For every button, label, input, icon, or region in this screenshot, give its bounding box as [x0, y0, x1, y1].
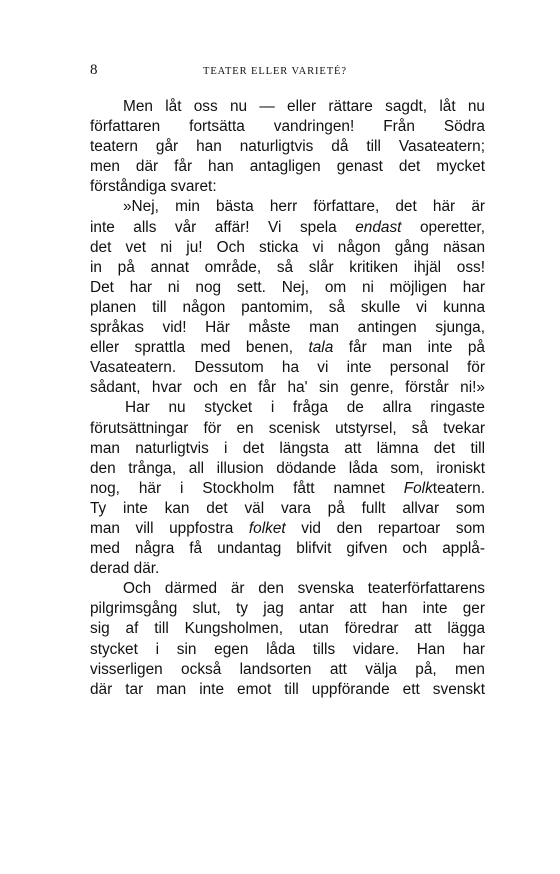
text-line: man naturligtvis i det längsta att lämna det till: [90, 439, 485, 457]
text-line: författaren fortsätta vandringen! Från Södra: [90, 118, 485, 136]
text-line: Men låt oss nu — eller rättare sagdt, låt nu: [123, 98, 485, 115]
text-line: förståndiga svaret:: [90, 178, 217, 196]
page-header: [90, 62, 485, 84]
text-line: med några få undantag blifvit gifven och applå-: [90, 540, 485, 558]
text-line: teatern går han naturligtvis då till Vasateatern;: [90, 138, 485, 156]
running-title: TEATER ELLER VARIETÉ?: [203, 66, 347, 77]
text-line: språkas vid! Här måste man antingen sjunga,: [90, 319, 485, 337]
text-line: eller sprattla med benen, tala får man inte på: [90, 339, 485, 357]
text-line: men där får han antagligen genast det mycket: [90, 158, 485, 176]
text-line: Ty inte kan det väl vara på fullt allvar som: [90, 499, 485, 517]
text-line: Det har ni nog sett. Nej, om ni möjligen har: [90, 278, 485, 296]
text-line: där tar man inte emot till uppförande ett svenskt: [90, 680, 485, 698]
text-line: in på annat område, så slår kritiken ihjäl oss!: [90, 258, 485, 276]
text-line: Har nu stycket i fråga de allra ringaste: [125, 399, 485, 417]
text-line: visserligen också landsorten att välja på, men: [90, 660, 485, 678]
text-line: derad där.: [90, 560, 160, 578]
page-number: 8: [90, 62, 98, 78]
text-line: pilgrimsgång slut, ty jag antar att han inte ger: [90, 600, 485, 618]
text-line: förutsättningar för en scenisk utstyrsel, så tvekar: [90, 419, 485, 437]
text-line: stycket i sin egen låda tills vidare. Han har: [90, 640, 485, 658]
text-line: sig af till Kungsholmen, utan föredrar att lägga: [90, 620, 485, 638]
text-line: nog, här i Stockholm fått namnet Folkteatern.: [90, 479, 485, 497]
text-line: Och därmed är den svenska teaterförfattarens: [123, 580, 485, 598]
text-line: inte alls vår affär! Vi spela endast operetter,: [90, 218, 485, 236]
text-line: det vet ni ju! Och sticka vi någon gång näsan: [90, 238, 485, 256]
text-line: planen till någon pantomim, så skulle vi kunna: [90, 298, 485, 316]
body-text: [90, 97, 485, 700]
text-line: Vasateatern. Dessutom ha vi inte personal för: [90, 359, 485, 377]
text-line: den trånga, all illusion dödande låda som, ironiskt: [90, 459, 485, 477]
text-line: man vill uppfostra folket vid den repartoar som: [90, 519, 485, 537]
text-line: sådant, hvar och en får ha' sin genre, förstår ni!»: [90, 379, 485, 397]
text-line: »Nej, min bästa herr författare, det här är: [123, 198, 485, 216]
